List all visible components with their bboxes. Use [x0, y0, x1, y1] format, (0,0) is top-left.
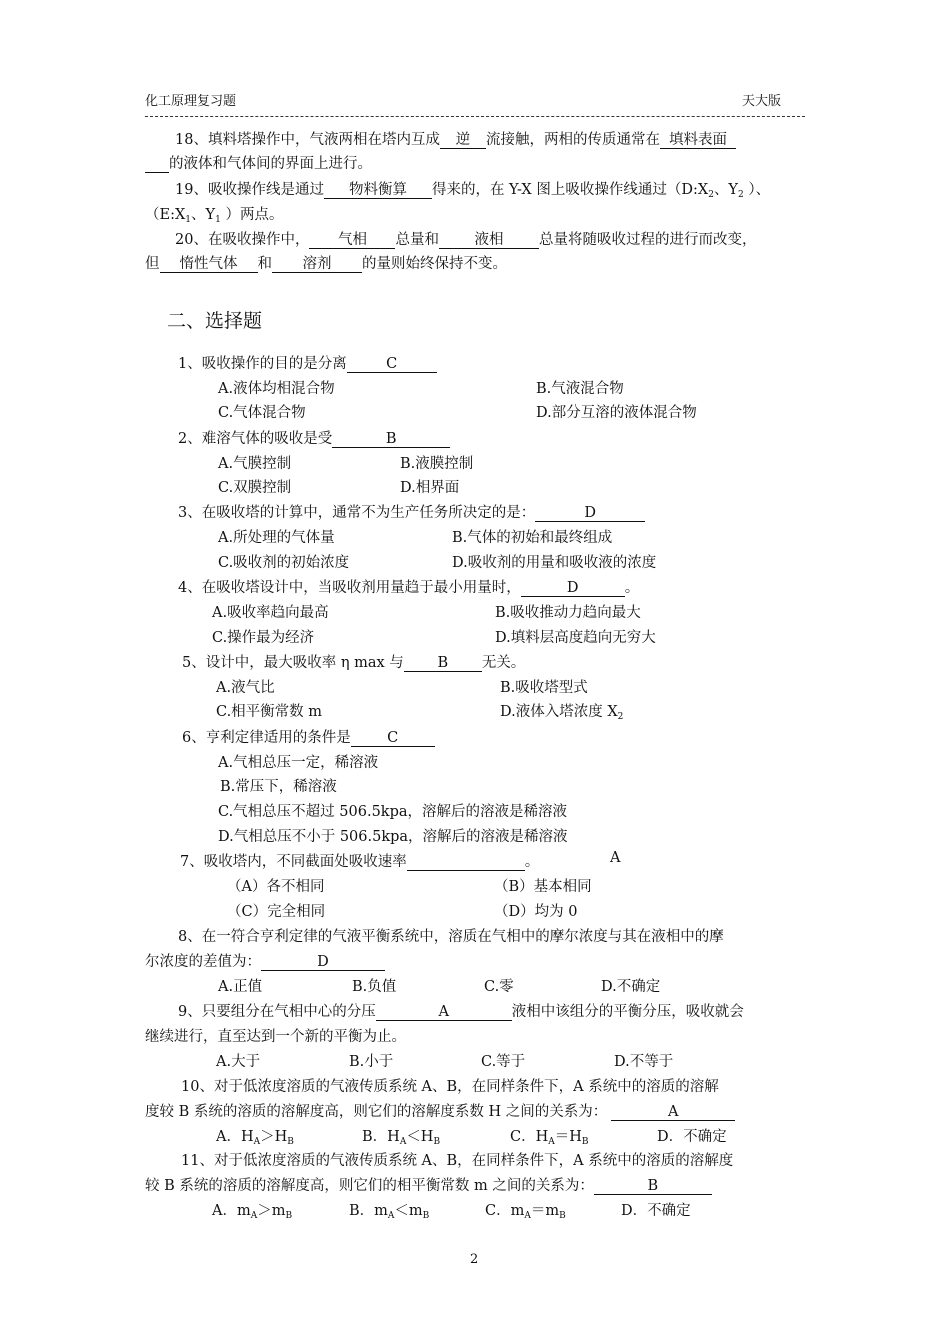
blank-20-1: 气相	[309, 233, 395, 249]
q3-option-c: C.吸收剂的初始浓度	[218, 555, 350, 571]
q11-answer: B	[594, 1179, 712, 1195]
blank-18-2: 填料表面	[660, 133, 736, 149]
q4-answer: D	[521, 581, 625, 597]
q9-option-c: C.等于	[481, 1054, 526, 1070]
q7-option-a: （A）各不相同	[227, 879, 325, 895]
q5-option-a: A.液气比	[216, 680, 275, 696]
q7-option-b: （B）基本相同	[494, 879, 592, 895]
q1-option-c: C.气体混合物	[218, 405, 306, 421]
q4-option-a: A.吸收率趋向最高	[212, 605, 329, 621]
q5-answer: B	[404, 656, 482, 672]
section-title: 二、选择题	[167, 310, 263, 332]
q11-line2: 较 B 系统的溶质的溶解度高，则它们的相平衡常数 m 之间的关系为： B	[145, 1174, 712, 1195]
q11-option-d: D．不确定	[621, 1203, 691, 1219]
q10-option-d: D．不确定	[657, 1129, 727, 1145]
q2-option-d: D.相界面	[400, 480, 460, 496]
q3-option-d: D.吸收剂的用量和吸收液的浓度	[452, 555, 657, 571]
q2-option-c: C.双膜控制	[218, 480, 292, 496]
header-right: 天大版	[742, 94, 782, 109]
q4-option-d: D.填料层高度趋向无穷大	[495, 630, 656, 646]
q10-option-b: B．$H_A<H_B$	[362, 1129, 441, 1147]
item-18-line1: 18、填料塔操作中，气液两相在塔内互成 逆 流接触，两相的传质通常在 填料表面	[175, 128, 736, 149]
q2-option-b: B.液膜控制	[400, 456, 474, 472]
q9-option-a: A.大于	[216, 1054, 261, 1070]
q8-option-b: B.负值	[352, 979, 397, 995]
q4-option-b: B.吸收推动力趋向最大	[495, 605, 641, 621]
header-left: 化工原理复习题	[145, 94, 237, 109]
q3-answer: D	[535, 506, 645, 522]
q2-answer: B	[332, 432, 450, 448]
q5-option-b: B.吸收塔型式	[500, 680, 588, 696]
q10-line1: 10、对于低浓度溶质的气液传质系统 A、B，在同样条件下，A 系统中的溶质的溶解	[181, 1079, 719, 1095]
q1-answer: C	[347, 357, 437, 373]
item-20-line2: 但 惰性气体 和 溶剂 的量则始终保持不变。	[145, 256, 507, 272]
item-19-line2: （$E:X_1$、$Y_1$ ）两点。	[145, 207, 284, 225]
q8-option-c: C.零	[484, 979, 514, 995]
q9-line2: 继续进行，直至达到一个新的平衡为止。	[145, 1029, 406, 1045]
item-20-line1: 20、在吸收操作中， 气相 总量和 液相 总量将随吸收过程的进行而改变，	[175, 232, 757, 248]
q3-option-a: A.所处理的气体量	[218, 530, 335, 546]
q1-option-a: A.液体均相混合物	[218, 381, 335, 397]
page-number: 2	[470, 1252, 479, 1267]
q10-answer: A	[611, 1105, 735, 1121]
q7-answer: A	[610, 850, 621, 866]
blank-18-1: 逆	[440, 133, 486, 149]
q3-option-b: B.气体的初始和最终组成	[452, 530, 613, 546]
q6-option-d: D.气相总压不小于 506.5kpa，溶解后的溶液是稀溶液	[218, 829, 568, 845]
q9-line1: 9、只要组分在气相中心的分压 A 液相中该组分的平衡分压，吸收就会	[178, 1004, 744, 1020]
q8-line1: 8、在一符合亨利定律的气液平衡系统中，溶质在气相中的摩尔浓度与其在液相中的摩	[178, 929, 724, 945]
q3-stem: 3、在吸收塔的计算中，通常不为生产任务所决定的是： D	[178, 501, 645, 522]
q1-option-d: D.部分互溶的液体混合物	[536, 405, 697, 421]
q8-option-d: D.不确定	[601, 979, 661, 995]
item-19-line1: 19、吸收操作线是通过 物料衡算 得来的，在 Y-X 图上吸收操作线通过（$D:X_2$、$Y_2$ ）、	[175, 182, 771, 200]
q2-stem: 2、难溶气体的吸收是受 B	[178, 427, 450, 448]
q10-option-a: A．$H_A>H_B$	[216, 1129, 294, 1147]
q6-option-a: A.气相总压一定，稀溶液	[218, 755, 379, 771]
blank-18-3	[145, 157, 169, 173]
q5-stem: 5、设计中，最大吸收率 η max 与 B 无关。	[182, 655, 526, 671]
q10-line2: 度较 B 系统的溶质的溶解度高，则它们的溶解度系数 H 之间的关系为： A	[145, 1100, 735, 1121]
item-18-line2: 的液体和气体间的界面上进行。	[145, 152, 372, 173]
blank-20-2: 液相	[439, 233, 539, 249]
q9-option-d: D.不等于	[614, 1054, 674, 1070]
q11-option-c: C．$m_A=m_B$	[485, 1203, 566, 1221]
q2-option-a: A.气膜控制	[218, 456, 292, 472]
q9-option-b: B.小于	[349, 1054, 394, 1070]
q8-answer: D	[261, 955, 385, 971]
q11-line1: 11、对于低浓度溶质的气液传质系统 A、B，在同样条件下，A 系统中的溶质的溶解度	[181, 1153, 734, 1169]
q7-blank	[407, 855, 525, 871]
q8-option-a: A.正值	[218, 979, 263, 995]
q6-answer: C	[351, 731, 435, 747]
q7-stem: 7、吸收塔内，不同截面处吸收速率 。	[180, 854, 540, 870]
q4-option-c: C.操作最为经济	[212, 630, 315, 646]
blank-20-4: 溶剂	[272, 257, 362, 273]
q7-option-d: （D）均为 0	[494, 904, 578, 920]
blank-20-3: 惰性气体	[160, 257, 258, 273]
q10-option-c: C．$H_A=H_B$	[510, 1129, 589, 1147]
q11-option-b: B．$m_A<m_B$	[349, 1203, 430, 1221]
q5-option-c: C.相平衡常数 m	[216, 704, 323, 720]
q9-answer: A	[376, 1005, 512, 1021]
q8-line2: 尔浓度的差值为： D	[145, 950, 385, 971]
q6-option-c: C.气相总压不超过 506.5kpa，溶解后的溶液是稀溶液	[218, 804, 568, 820]
q4-stem: 4、在吸收塔设计中，当吸收剂用量趋于最小用量时， D 。	[178, 580, 640, 596]
q11-option-a: A．$m_A>m_B$	[212, 1203, 293, 1221]
header-divider	[145, 116, 805, 117]
q1-stem: 1、吸收操作的目的是分离 C	[178, 352, 437, 373]
q7-option-c: （C）完全相同	[227, 904, 326, 920]
q1-option-b: B.气液混合物	[536, 381, 624, 397]
q5-option-d: D.液体入塔浓度 $X_2$	[500, 704, 624, 722]
q6-stem: 6、亨利定律适用的条件是 C	[182, 726, 435, 747]
blank-19-1: 物料衡算	[324, 183, 432, 199]
q6-option-b: B.常压下，稀溶液	[220, 779, 337, 795]
